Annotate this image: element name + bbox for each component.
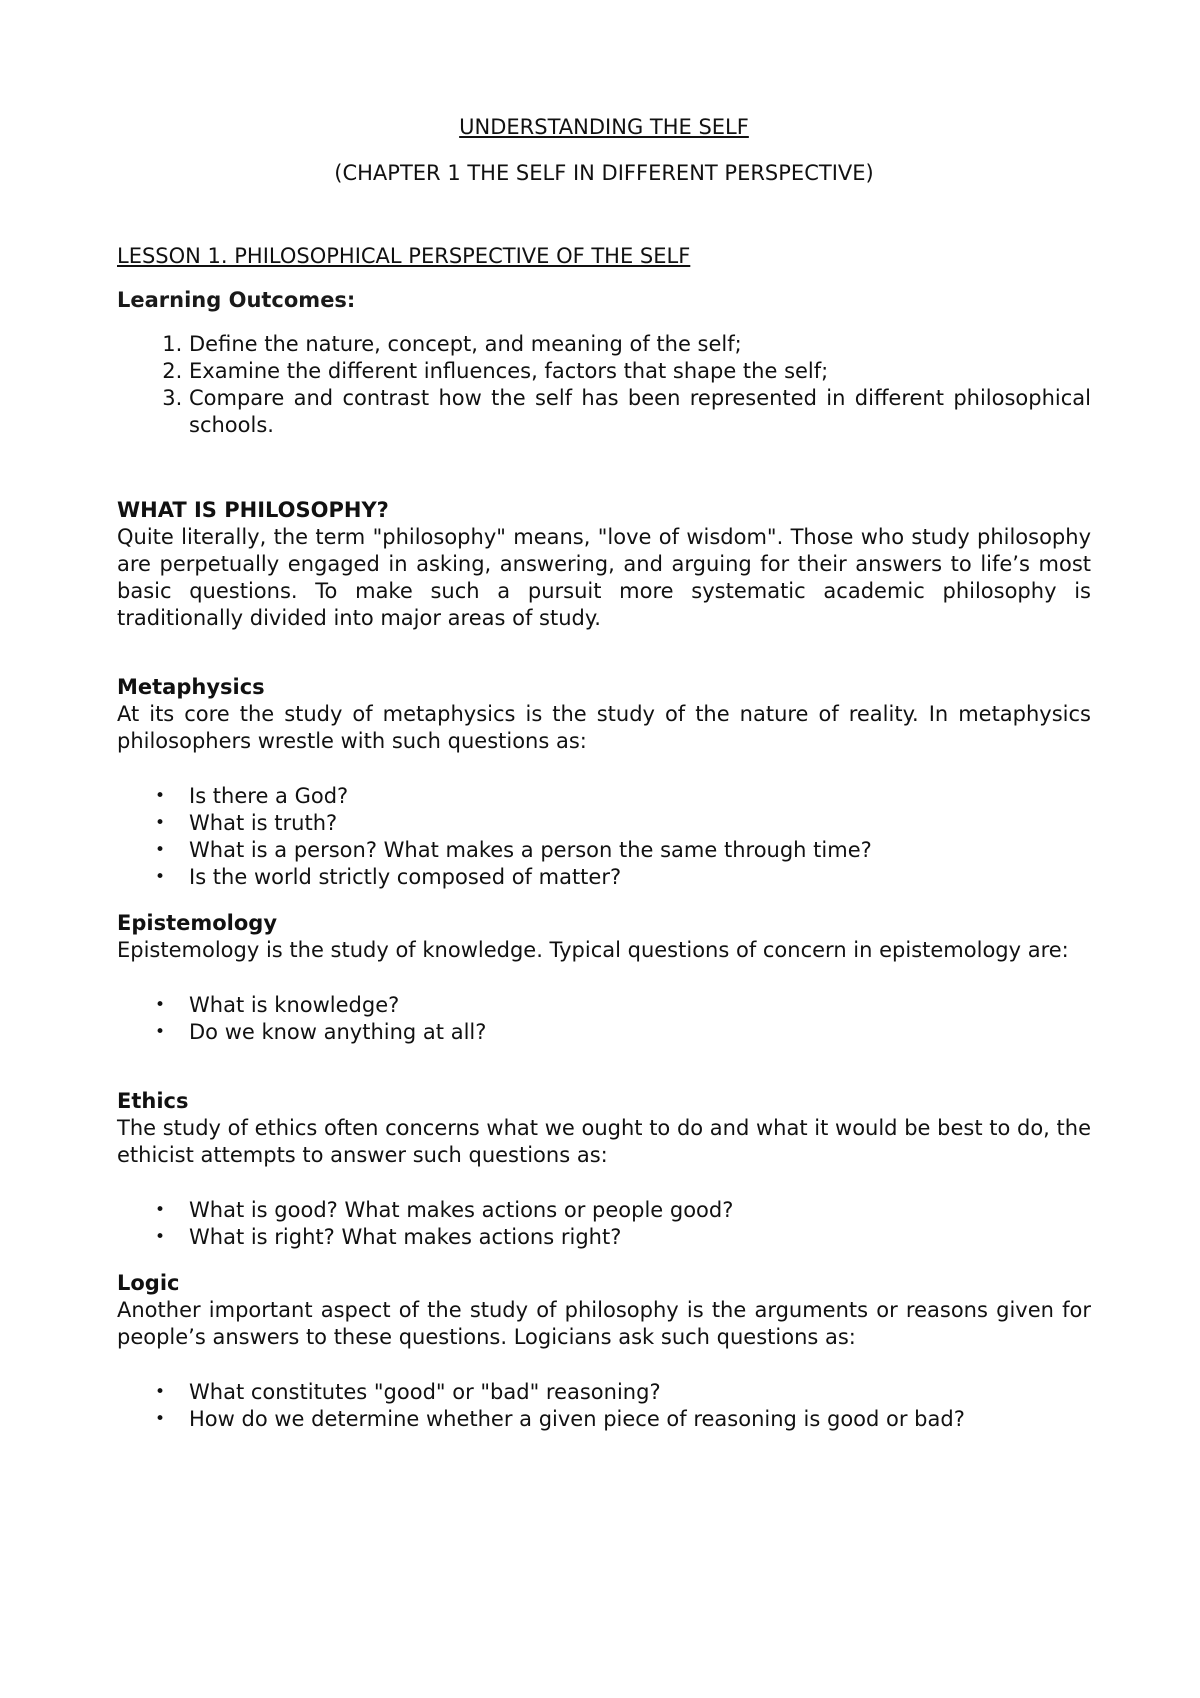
metaphysics-section (117, 674, 1091, 891)
question-text: What is truth? (189, 811, 338, 835)
list-item (155, 1197, 1091, 1224)
question-text: What is a person? What makes a person the same through time? (189, 838, 872, 862)
document-page (117, 114, 1091, 1433)
question-text: What constitutes "good" or "bad" reasoning? (189, 1380, 661, 1404)
list-item (155, 992, 1091, 1019)
question-list (117, 1197, 1091, 1251)
section-paragraph: Quite literally, the term "philosophy" means, "love of wisdom". Those who study philosophy are perpetually engaged in asking, answering, and arguing for their answers to life’s most basic questions. To make such a pursuit more systematic academic philosophy is traditionally divided into major areas of study. (117, 525, 1091, 630)
section-paragraph: The study of ethics often concerns what we ought to do and what it would be best to do, the ethicist attempts to answer such questions as: (117, 1116, 1091, 1167)
bullet-icon: • (155, 1382, 166, 1402)
epistemology-section (117, 910, 1091, 1046)
question-list (117, 1379, 1091, 1433)
list-item (155, 1224, 1091, 1251)
list-item: 3. Compare and contrast how the self has been represented in different philosophical schools. (189, 385, 1091, 439)
question-list (117, 783, 1091, 891)
bullet-icon: • (155, 1227, 166, 1247)
bullet-icon: • (155, 867, 166, 887)
list-item (155, 1379, 1091, 1406)
list-item (155, 1019, 1091, 1046)
lesson-title: LESSON 1. PHILOSOPHICAL PERSPECTIVE OF THE SELF (117, 244, 691, 268)
list-item: 2. Examine the different influences, factors that shape the self; (189, 358, 1091, 385)
bullet-icon: • (155, 995, 166, 1015)
section-paragraph: Epistemology is the study of knowledge. Typical questions of concern in epistemology are: (117, 938, 1069, 962)
logic-section (117, 1270, 1091, 1433)
question-text: Do we know anything at all? (189, 1020, 487, 1044)
section-heading: Logic (117, 1271, 180, 1295)
section-heading: Epistemology (117, 911, 278, 935)
question-text: What is right? What makes actions right? (189, 1225, 622, 1249)
list-item (155, 864, 1091, 891)
section-heading: Ethics (117, 1089, 189, 1113)
list-item (155, 837, 1091, 864)
chapter-subtitle: (CHAPTER 1 THE SELF IN DIFFERENT PERSPECTIVE) (334, 161, 874, 185)
bullet-icon: • (155, 786, 166, 806)
question-text: What is knowledge? (189, 993, 400, 1017)
bullet-icon: • (155, 813, 166, 833)
bullet-icon: • (155, 1200, 166, 1220)
question-list (117, 992, 1091, 1046)
philosophy-section (117, 497, 1091, 632)
section-paragraph: Another important aspect of the study of philosophy is the arguments or reasons given for people’s answers to these questions. Logicians ask such questions as: (117, 1298, 1091, 1349)
learning-outcomes-heading: Learning Outcomes: (117, 288, 356, 312)
learning-outcomes-list (117, 331, 1091, 439)
question-text: What is good? What makes actions or people good? (189, 1198, 734, 1222)
list-item (155, 783, 1091, 810)
section-heading: WHAT IS PHILOSOPHY? (117, 498, 389, 522)
question-text: How do we determine whether a given piece of reasoning is good or bad? (189, 1407, 965, 1431)
question-text: Is the world strictly composed of matter? (189, 865, 622, 889)
bullet-icon: • (155, 1022, 166, 1042)
section-heading: Metaphysics (117, 675, 265, 699)
document-title: UNDERSTANDING THE SELF (459, 115, 749, 139)
section-paragraph: At its core the study of metaphysics is the study of the nature of reality. In metaphysics philosophers wrestle with such questions as: (117, 702, 1091, 753)
question-text: Is there a God? (189, 784, 349, 808)
list-item: 1. Define the nature, concept, and meaning of the self; (189, 331, 1091, 358)
list-item (155, 810, 1091, 837)
list-item (155, 1406, 1091, 1433)
ethics-section (117, 1088, 1091, 1251)
bullet-icon: • (155, 840, 166, 860)
bullet-icon: • (155, 1409, 166, 1429)
